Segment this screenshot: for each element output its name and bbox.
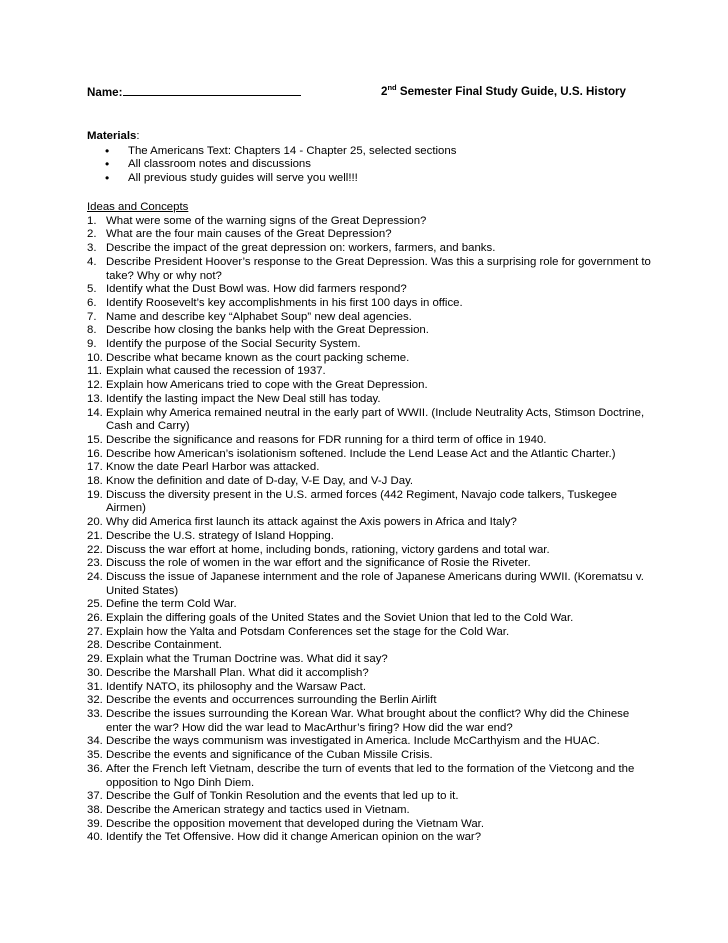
question-text: Describe the events and occurrences surrounding the Berlin Airlift: [106, 694, 437, 707]
question-number: 26.: [87, 612, 103, 625]
question-text: Discuss the role of women in the war effort and the significance of Rosie the Riveter.: [106, 557, 531, 570]
name-label: Name:: [87, 86, 123, 99]
question-number: 28.: [87, 639, 103, 652]
questions-list: [87, 215, 657, 845]
bullet-icon: •: [105, 143, 110, 158]
question-number: 13.: [87, 392, 103, 405]
question-text: Identify NATO, its philosophy and the Warsaw Pact.: [106, 680, 366, 693]
question-text: Discuss the issue of Japanese internment and the role of Japanese Americans during WWII. (Korematsu v. United States): [106, 570, 644, 597]
question-item: [87, 557, 657, 571]
name-blank-line: [123, 85, 301, 96]
materials-list: [87, 145, 647, 186]
question-number: 20.: [87, 516, 103, 529]
question-item: [87, 448, 657, 462]
question-number: 35.: [87, 749, 103, 762]
question-item: [87, 749, 657, 763]
question-number: 40.: [87, 831, 103, 844]
question-text: After the French left Vietnam, describe the turn of events that led to the formation of the Vietcong and the opposition to Ngo Dinh Diem.: [106, 762, 635, 789]
question-item: [87, 311, 657, 325]
question-item: [87, 489, 657, 516]
question-item: [87, 694, 657, 708]
question-number: 17.: [87, 461, 103, 474]
question-number: 7.: [87, 310, 97, 323]
question-text: Describe the Gulf of Tonkin Resolution and the events that led up to it.: [106, 790, 459, 803]
question-text: What were some of the warning signs of the Great Depression?: [106, 214, 427, 227]
question-item: [87, 516, 657, 530]
question-item: [87, 379, 657, 393]
question-text: Explain why America remained neutral in the early part of WWII. (Include Neutrality Acts, Stimson Doctrine, Cash and Carry): [106, 406, 645, 433]
question-text: Describe the events and significance of the Cuban Missile Crisis.: [106, 749, 433, 762]
question-item: [87, 256, 657, 283]
question-number: 9.: [87, 338, 97, 351]
question-item: [87, 804, 657, 818]
question-item: [87, 242, 657, 256]
question-number: 8.: [87, 324, 97, 337]
question-number: 38.: [87, 803, 103, 816]
question-number: 22.: [87, 543, 103, 556]
list-item: [87, 158, 647, 172]
question-number: 39.: [87, 817, 103, 830]
list-item-text: All classroom notes and discussions: [128, 158, 311, 171]
document-header: [87, 85, 647, 101]
question-text: Describe the impact of the great depression on: workers, farmers, and banks.: [106, 242, 496, 255]
bullet-icon: •: [105, 157, 110, 172]
question-number: 18.: [87, 475, 103, 488]
question-text: Explain how the Yalta and Potsdam Conferences set the stage for the Cold War.: [106, 625, 510, 638]
question-item: [87, 407, 657, 434]
question-item: [87, 434, 657, 448]
question-number: 1.: [87, 214, 97, 227]
question-item: [87, 228, 657, 242]
question-text: Describe the U.S. strategy of Island Hopping.: [106, 529, 334, 542]
question-text: Discuss the war effort at home, including bonds, rationing, victory gardens and total war.: [106, 543, 550, 556]
question-text: Explain what caused the recession of 1937.: [106, 365, 326, 378]
question-text: Describe the ways communism was investigated in America. Include McCarthyism and the HUAC.: [106, 735, 600, 748]
list-item-text: All previous study guides will serve you well!!!: [128, 171, 358, 184]
question-item: [87, 393, 657, 407]
question-item: [87, 324, 657, 338]
question-item: [87, 763, 657, 790]
question-text: Identify what the Dust Bowl was. How did farmers respond?: [106, 283, 407, 296]
question-item: [87, 571, 657, 598]
question-number: 15.: [87, 433, 103, 446]
question-item: [87, 338, 657, 352]
question-item: [87, 735, 657, 749]
question-number: 24.: [87, 570, 103, 583]
question-text: What are the four main causes of the Great Depression?: [106, 228, 392, 241]
page-title: [381, 85, 626, 99]
question-number: 19.: [87, 488, 103, 501]
materials-section: [87, 130, 647, 185]
question-text: Why did America first launch its attack against the Axis powers in Africa and Italy?: [106, 516, 517, 529]
question-number: 32.: [87, 694, 103, 707]
name-field: [87, 85, 301, 100]
ideas-section: [87, 201, 657, 845]
question-number: 11.: [87, 365, 102, 378]
question-number: 33.: [87, 708, 103, 720]
list-item-text: The Americans Text: Chapters 14 - Chapter 25, selected sections: [128, 144, 457, 157]
question-number: 31.: [87, 680, 103, 693]
question-item: [87, 365, 657, 379]
question-item: [87, 626, 657, 640]
question-number: 27.: [87, 625, 103, 638]
document-page: [87, 0, 657, 943]
question-item: [87, 297, 657, 311]
question-text: Discuss the diversity present in the U.S. armed forces (442 Regiment, Navajo code talkers, Tuskegee Airmen): [106, 488, 617, 515]
question-text: Name and describe key “Alphabet Soup” new deal agencies.: [106, 310, 412, 323]
question-text: Explain the differing goals of the United States and the Soviet Union that led to the Cold War.: [106, 612, 574, 625]
title-ordinal-number: 2: [381, 85, 388, 98]
list-item: [87, 172, 647, 186]
question-text: Explain how Americans tried to cope with the Great Depression.: [106, 379, 428, 392]
question-number: 34.: [87, 735, 103, 748]
ideas-heading: Ideas and Concepts: [87, 201, 189, 213]
question-number: 12.: [87, 379, 103, 392]
question-text: Describe the significance and reasons for FDR running for a third term of office in 1940.: [106, 433, 547, 446]
question-text: Describe how American’s isolationism softened. Include the Lend Lease Act and the Atlantic Charter.): [106, 447, 616, 460]
question-number: 25.: [87, 598, 103, 611]
question-text: Explain what the Truman Doctrine was. What did it say?: [106, 653, 388, 666]
bullet-icon: •: [105, 170, 110, 185]
question-number: 10.: [87, 351, 103, 364]
materials-heading: [87, 130, 647, 144]
question-item: [87, 790, 657, 804]
question-number: 30.: [87, 666, 103, 679]
question-item: [87, 667, 657, 681]
question-item: [87, 530, 657, 544]
question-text: Identify Roosevelt’s key accomplishments in his first 100 days in office.: [106, 296, 463, 309]
question-text: Identify the Tet Offensive. How did it change American opinion on the war?: [106, 831, 482, 844]
question-text: Identify the purpose of the Social Security System.: [106, 338, 361, 351]
question-text: Describe the American strategy and tactics used in Vietnam.: [106, 803, 410, 816]
question-item: [87, 639, 657, 653]
question-text: Know the definition and date of D-day, V-E Day, and V-J Day.: [106, 475, 414, 488]
question-number: 29.: [87, 653, 103, 666]
question-item: [87, 708, 657, 735]
question-item: [87, 475, 657, 489]
question-item: [87, 818, 657, 832]
list-item: [87, 145, 647, 159]
question-number: 2.: [87, 228, 97, 241]
question-text: Describe how closing the banks help with the Great Depression.: [106, 324, 429, 337]
question-item: [87, 215, 657, 229]
question-number: 23.: [87, 557, 103, 570]
title-text: Semester Final Study Guide, U.S. History: [396, 85, 626, 98]
question-number: 4.: [87, 255, 97, 268]
materials-heading-colon: :: [136, 130, 140, 142]
materials-heading-text: Materials: [87, 130, 137, 142]
question-item: [87, 653, 657, 667]
question-text: Describe what became known as the court packing scheme.: [106, 351, 410, 364]
question-text: Describe the issues surrounding the Korean War. What brought about the conflict? Why did the Chinese enter the war? How did the war lead to MacArthur’s firing? How did the war end?: [106, 708, 630, 734]
question-text: Describe the opposition movement that developed during the Vietnam War.: [106, 817, 485, 830]
question-item: [87, 283, 657, 297]
question-item: [87, 612, 657, 626]
question-item: [87, 598, 657, 612]
question-text: Describe Containment.: [106, 639, 222, 652]
question-text: Define the term Cold War.: [106, 598, 237, 611]
question-number: 3.: [87, 242, 97, 255]
question-number: 14.: [87, 406, 103, 419]
question-text: Identify the lasting impact the New Deal still has today.: [106, 392, 381, 405]
question-number: 21.: [87, 529, 103, 542]
question-text: Describe the Marshall Plan. What did it accomplish?: [106, 666, 369, 679]
title-ordinal-suffix: nd: [387, 83, 397, 93]
question-number: 6.: [87, 296, 97, 309]
question-text: Know the date Pearl Harbor was attacked.: [106, 461, 320, 474]
question-number: 5.: [87, 283, 97, 296]
question-number: 37.: [87, 790, 103, 803]
question-item: [87, 461, 657, 475]
question-text: Describe President Hoover’s response to the Great Depression. Was this a surprising role for government to take? Why or why not?: [106, 255, 651, 282]
question-item: [87, 544, 657, 558]
question-item: [87, 681, 657, 695]
question-number: 16.: [87, 447, 103, 460]
question-number: 36.: [87, 762, 103, 775]
question-item: [87, 352, 657, 366]
question-item: [87, 831, 657, 845]
